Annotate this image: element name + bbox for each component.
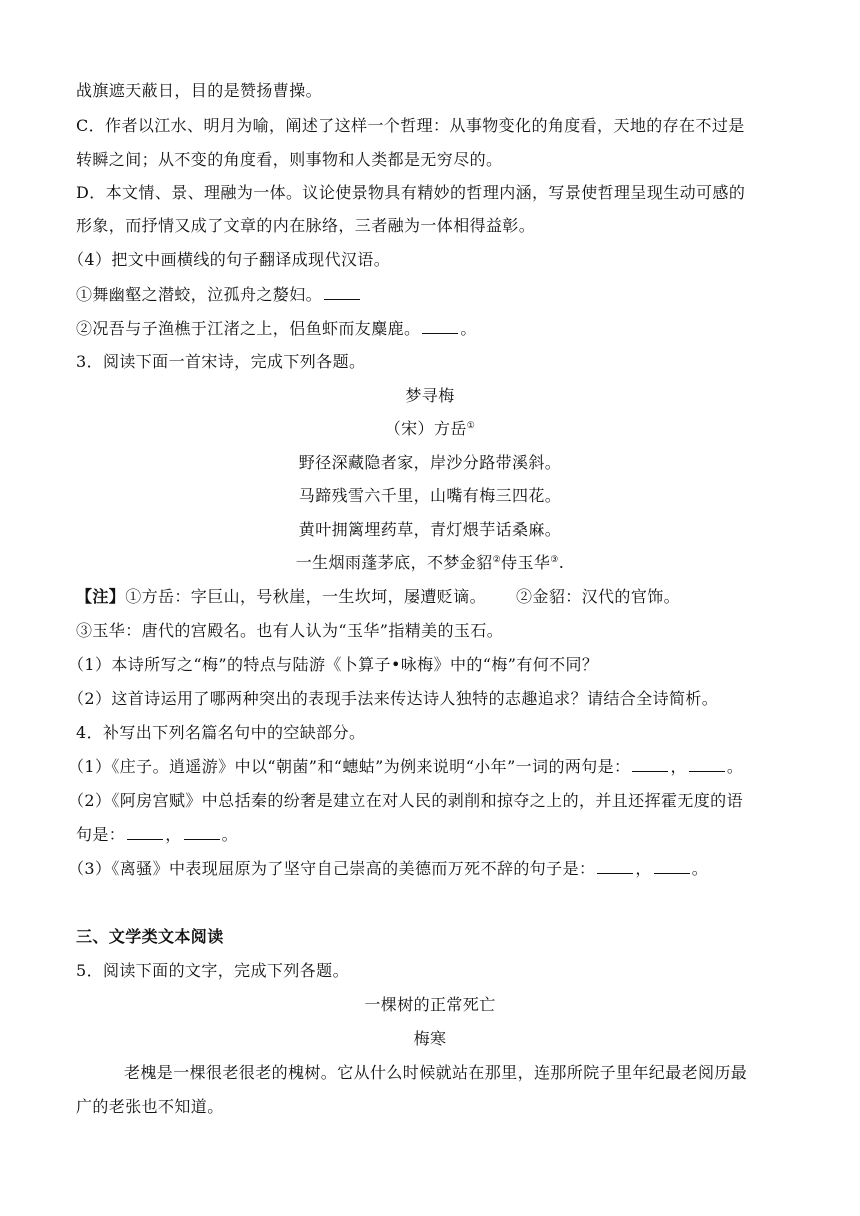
separator: ， — [165, 825, 182, 844]
story-para1-line1: 老槐是一棵很老很老的槐树。它从什么时候就站在那里，连那所院子里年纪最老阅历最 — [124, 1063, 748, 1082]
period: 。 — [221, 825, 239, 844]
option-c-line2: 转瞬之间；从不变的角度看，则事物和人类都是无穷尽的。 — [76, 150, 503, 169]
q4-sub2-line1: （2）《阿房宫赋》中总括秦的纷奢是建立在对人民的剥削和掠夺之上的，并且还挥霍无度的语 — [68, 791, 743, 810]
q3-sub2: （2）这首诗运用了哪两种突出的表现手法来传达诗人独特的志趣追求？请结合全诗简析。 — [68, 689, 719, 708]
poem-line-4 — [0, 552, 860, 574]
poem-author-text: （宋）方岳 — [384, 419, 467, 438]
poem-line-2: 马蹄残雪六千里，山嘴有梅三四花。 — [298, 486, 562, 505]
answer-blank[interactable] — [689, 757, 725, 772]
translate-sentence-2 — [76, 318, 477, 340]
notes-label: 【注】 — [76, 587, 126, 606]
option-d-line1: D．本文情、景、理融为一体。议论使景物具有精妙的哲理内涵，写景使哲理呈现生动可感的 — [76, 183, 746, 202]
story-title: 一棵树的正常死亡 — [364, 995, 496, 1014]
notes-text-3: ③玉华：唐代的宫殿名。也有人认为“玉华”指精美的玉石。 — [76, 621, 504, 640]
period: 。 — [691, 859, 709, 878]
poem-line-1: 野径深藏隐者家，岸沙分路带溪斜。 — [298, 453, 562, 472]
answer-blank[interactable] — [184, 825, 220, 840]
translate-sentence-1 — [76, 284, 362, 306]
answer-blank[interactable] — [127, 825, 163, 840]
option-b-continuation: 战旗遮天蔽日，目的是赞扬曹操。 — [76, 81, 323, 100]
option-c-line1: C．作者以江水、明月为喻，阐述了这样一个哲理：从事物变化的角度看，天地的存在不过是 — [76, 116, 745, 135]
poem-line-3: 黄叶拥篱埋药草，青灯煨芋话桑麻。 — [298, 520, 562, 539]
sentence-2-end: 。 — [460, 319, 477, 338]
q4-sub3-text: （3）《离骚》中表现屈原为了坚守自己崇高的美德而万死不辞的句子是： — [68, 859, 596, 878]
separator: ， — [635, 859, 652, 878]
q3-sub1: （1）本诗所写之“梅”的特点与陆游《卜算子•咏梅》中的“梅”有何不同？ — [68, 655, 599, 674]
note-ref-2: ② — [492, 555, 502, 565]
q4-sub2-line2 — [76, 824, 238, 846]
poem-line-4c: . — [558, 553, 565, 572]
sentence-2-text: ②况吾与子渔樵于江渚之上，侣鱼虾而友麋鹿。 — [76, 319, 421, 338]
q5-intro: 5．阅读下面的文字，完成下列各题。 — [76, 961, 349, 980]
period: 。 — [726, 757, 744, 776]
poem-line-4a: 一生烟雨蓬茅底，不梦金貂 — [295, 553, 493, 572]
q3-intro: 3．阅读下面一首宋诗，完成下列各题。 — [76, 352, 366, 371]
poem-title: 梦寻梅 — [405, 386, 455, 405]
answer-blank[interactable] — [654, 859, 690, 874]
answer-blank[interactable] — [422, 319, 458, 334]
notes-text-2: ②金貂：汉代的官饰。 — [516, 587, 681, 606]
section-heading: 三、文学类文本阅读 — [76, 927, 224, 946]
q4-intro: 4．补写出下列名篇名句中的空缺部分。 — [76, 723, 366, 742]
sentence-1-text: ①舞幽壑之潜蛟，泣孤舟之嫠妇。 — [76, 285, 323, 304]
separator: ， — [670, 757, 687, 776]
q4-sub2-text: 句是： — [76, 825, 126, 844]
story-author: 梅寒 — [413, 1029, 447, 1048]
poem-author — [0, 418, 860, 440]
q2-sub4: （4）把文中画横线的句子翻译成现代汉语。 — [68, 250, 391, 269]
answer-blank[interactable] — [324, 285, 360, 300]
q4-sub1-text: （1）《庄子。逍遥游》中以“朝菌”和“蟪蛄”为例来说明“小年”一词的两句是： — [68, 757, 631, 776]
story-para1-line2: 广的老张也不知道。 — [76, 1097, 224, 1116]
q4-sub3 — [68, 858, 708, 880]
notes-text-1: ①方岳：字巨山，号秋崖，一生坎坷，屡遭贬谪。 — [125, 587, 487, 606]
option-d-line2: 形象，而抒情又成了文章的内在脉络，三者融为一体相得益彰。 — [76, 216, 536, 235]
answer-blank[interactable] — [597, 859, 633, 874]
note-ref-3: ③ — [550, 555, 559, 565]
q4-sub1 — [68, 756, 743, 778]
poem-line-4b: 侍玉华 — [501, 553, 551, 572]
poem-notes — [76, 586, 680, 608]
answer-blank[interactable] — [632, 757, 668, 772]
note-ref-1: ① — [466, 421, 476, 431]
